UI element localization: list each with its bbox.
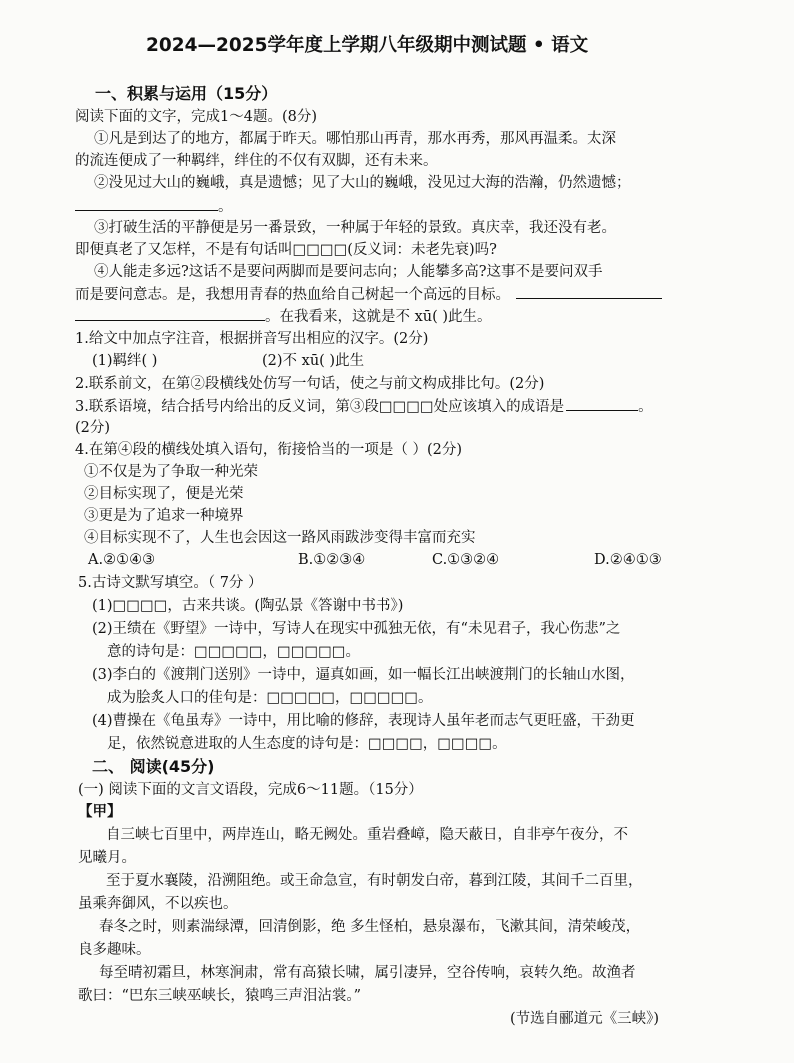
q5-item-3-line1: (3)李白的《渡荆门送别》一诗中，逼真如画，如一幅长江出峡渡荆门的长轴山水图， (92, 667, 635, 683)
q4-stem: 4.在第④段的横线处填入语句，衔接恰当的一项是（ ）(2分) (75, 442, 462, 458)
passage-p4-line2 (75, 284, 662, 305)
reading-source: (节选自郦道元《三峡》) (510, 1011, 660, 1027)
passage-p1-line1: ①凡是到达了的地方，都属于昨天。哪怕那山再青，那水再秀，那风再温柔。太深 (94, 131, 616, 147)
passage-p2-line2 (75, 196, 233, 217)
passage-p3-line1: ③打破生活的平静便是另一番景致，一种属于年轻的景致。真庆幸，我还没有老。 (94, 220, 616, 236)
section1-heading: 一、积累与运用（15分） (95, 84, 278, 103)
passage-p4-line1: ④人能走多远?这话不是要问两脚而是要问志向；人能攀多高?这事不是要问双手 (94, 264, 603, 280)
q4-option-a[interactable]: A.②①④③ (88, 552, 156, 568)
q4-sentence-3: ③更是为了追求一种境界 (84, 508, 244, 524)
q1-item-a: (1)羁绊( ) (92, 353, 158, 369)
q4-option-d[interactable]: D.②④①③ (594, 552, 662, 568)
reading-para3-line2: 良多趣味。 (78, 942, 151, 958)
passage-p3-line2: 即便真老了又怎样，不是有句话叫□□□□(反义词：未老先衰)吗? (75, 242, 497, 258)
answer-blank[interactable] (566, 396, 638, 411)
q5-item-2-line2: 意的诗句是：□□□□□，□□□□□。 (107, 644, 360, 660)
page-title: 2024—2025学年度上学期八年级期中测试题 • 语文 (146, 35, 589, 56)
q4-option-c[interactable]: C.①③②④ (432, 552, 500, 568)
reading-para1-line1: 自三峡七百里中，两岸连山，略无阙处。重岩叠嶂，隐天蔽日，自非亭午夜分，不 (106, 827, 628, 843)
passage-intro: 阅读下面的文字，完成1～4题。(8分) (75, 109, 317, 125)
q5-item-4-line1: (4)曹操在《龟虽寿》一诗中，用比喻的修辞，表现诗人虽年老而志气更旺盛，干劲更 (92, 713, 635, 729)
reading-para2-line1: 至于夏水襄陵，沿溯阻绝。或王命急宣，有时朝发白帝，暮到江陵，其间千二百里， (106, 873, 643, 889)
q1-item-b: (2)不 xū( )此生 (262, 353, 365, 369)
q3-stem (75, 396, 653, 417)
reading-label: 【甲】 (78, 803, 122, 820)
passage-p4-line3 (75, 306, 492, 327)
q4-sentence-4: ④目标实现不了，人生也会因这一路风雨跋涉变得丰富而充实 (84, 530, 476, 546)
q3-stem-text: 3.联系语境，结合括号内给出的反义词，第③段□□□□处应该填入的成语是 (75, 399, 565, 415)
q5-item-2-line1: (2)王绩在《野望》一诗中，写诗人在现实中孤独无依，有“未见君子，我心伤悲”之 (92, 621, 621, 637)
reading-para2-line2: 虽乘奔御风，不以疾也。 (78, 896, 238, 912)
reading-intro: (一) 阅读下面的文言文语段，完成6～11题。（15分） (78, 782, 423, 798)
section2-heading: 二、 阅读(45分) (92, 757, 215, 776)
passage-p4-line3-text: 。在我看来，这就是不 xū( )此生。 (265, 309, 492, 325)
reading-para1-line2: 见曦月。 (78, 850, 136, 866)
q4-option-b[interactable]: B.①②③④ (298, 552, 366, 568)
q2-stem: 2.联系前文，在第②段横线处仿写一句话，使之与前文构成排比句。(2分) (75, 376, 545, 392)
answer-blank[interactable] (516, 284, 662, 299)
answer-blank[interactable] (75, 306, 265, 321)
reading-para4-line2: 歌曰：“巴东三峡巫峡长，猿鸣三声泪沾裳。” (78, 988, 362, 1004)
answer-blank[interactable] (75, 196, 218, 211)
reading-para4-line1: 每至晴初霜旦，林寒涧肃，常有高猿长啸，属引凄异，空谷传响，哀转久绝。故渔者 (99, 965, 636, 981)
q3-score: (2分) (75, 420, 111, 436)
passage-p2-line1: ②没见过大山的巍峨，真是遗憾；见了大山的巍峨，没见过大海的浩瀚，仍然遗憾； (94, 175, 631, 191)
passage-p1-line2: 的流连便成了一种羁绊，绊住的不仅有双脚，还有未来。 (75, 153, 438, 169)
q5-stem: 5.古诗文默写填空。（ 7分 ） (78, 575, 263, 591)
q4-sentence-2: ②目标实现了，便是光荣 (84, 486, 244, 502)
q5-item-4-line2: 足，依然锐意进取的人生态度的诗句是：□□□□，□□□□。 (107, 736, 507, 752)
q5-item-1: (1)□□□□，古来共谈。(陶弘景《答谢中书书》) (92, 598, 404, 614)
passage-p2-end: 。 (218, 199, 233, 215)
q1-stem: 1.给文中加点字注音，根据拼音写出相应的汉字。(2分) (75, 331, 429, 347)
q4-sentence-1: ①不仅是为了争取一种光荣 (84, 464, 258, 480)
q5-item-3-line2: 成为脍炙人口的佳句是：□□□□□，□□□□□。 (107, 690, 433, 706)
reading-para3-line1: 春冬之时，则素湍绿潭，回清倒影，绝 多生怪柏，悬泉瀑布，飞漱其间，清荣峻茂， (99, 919, 641, 935)
passage-p4-line2-text: 而是要问意志。是，我想用青春的热血给自己树起一个高远的目标。 (75, 287, 510, 303)
q3-stem-end: 。 (638, 399, 653, 415)
